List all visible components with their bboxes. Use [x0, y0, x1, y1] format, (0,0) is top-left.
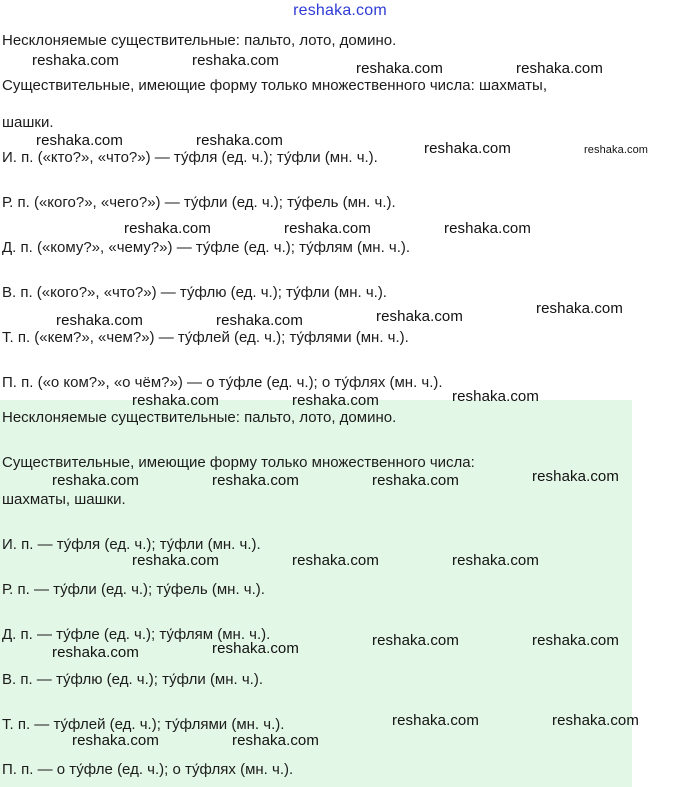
- watermark: reshaka.com: [372, 472, 459, 489]
- watermark: reshaka.com: [132, 552, 219, 569]
- watermark: reshaka.com: [56, 312, 143, 329]
- watermark: reshaka.com: [516, 60, 603, 77]
- watermark: reshaka.com: [356, 60, 443, 77]
- question-line-9: П. п. («о ком?», «о чём?») — о ту́фле (ед. ч.); о ту́флях (мн. ч.).: [2, 374, 443, 391]
- answer-line-2: Существительные, имеющие форму только множественного числа:: [2, 454, 475, 471]
- watermark: reshaka.com: [52, 472, 139, 489]
- watermark: reshaka.com: [292, 392, 379, 409]
- watermark: reshaka.com: [584, 144, 649, 156]
- question-line-7: В. п. («кого?», «что?») — ту́флю (ед. ч.); ту́фли (мн. ч.).: [2, 284, 387, 301]
- watermark: reshaka.com: [424, 140, 511, 157]
- watermark: reshaka.com: [196, 132, 283, 149]
- watermark: reshaka.com: [552, 712, 639, 729]
- watermark: reshaka.com: [52, 644, 139, 661]
- watermark: reshaka.com: [532, 632, 619, 649]
- watermark: reshaka.com: [124, 220, 211, 237]
- watermark: reshaka.com: [36, 132, 123, 149]
- question-line-3: шашки.: [2, 114, 54, 131]
- watermark: reshaka.com: [532, 468, 619, 485]
- watermark: reshaka.com: [376, 308, 463, 325]
- watermark: reshaka.com: [452, 388, 539, 405]
- answer-line-3: шахматы, шашки.: [2, 491, 126, 508]
- watermark: reshaka.com: [284, 220, 371, 237]
- watermark: reshaka.com: [192, 52, 279, 69]
- watermark: reshaka.com: [32, 52, 119, 69]
- question-line-5: Р. п. («кого?», «чего?») — ту́фли (ед. ч.); ту́фель (мн. ч.).: [2, 194, 396, 211]
- answer-line-9: П. п. — о ту́фле (ед. ч.); о ту́флях (мн. ч.).: [2, 761, 294, 778]
- watermark: reshaka.com: [392, 712, 479, 729]
- watermark: reshaka.com: [72, 732, 159, 749]
- watermark: reshaka.com: [452, 552, 539, 569]
- answer-line-7: В. п. — ту́флю (ед. ч.); ту́фли (мн. ч.).: [2, 671, 264, 688]
- answer-line-8: Т. п. — ту́флей (ед. ч.); ту́флями (мн. ч.).: [2, 716, 285, 733]
- watermark: reshaka.com: [216, 312, 303, 329]
- question-line-6: Д. п. («кому?», «чему?») — ту́фле (ед. ч.); ту́флям (мн. ч.).: [2, 239, 411, 256]
- watermark: reshaka.com: [132, 392, 219, 409]
- watermark: reshaka.com: [232, 732, 319, 749]
- question-line-4: И. п. («кто?», «что?») — ту́фля (ед. ч.); ту́фли (мн. ч.).: [2, 149, 378, 166]
- question-line-2: Существительные, имеющие форму только множественного числа: шахматы,: [2, 77, 547, 94]
- site-header-link[interactable]: reshaka.com: [293, 2, 387, 19]
- answer-line-1: Несклоняемые существительные: пальто, лото, домино.: [2, 409, 397, 426]
- answer-line-6: Д. п. — ту́фле (ед. ч.); ту́флям (мн. ч.).: [2, 626, 271, 643]
- watermark: reshaka.com: [292, 552, 379, 569]
- answer-line-5: Р. п. — ту́фли (ед. ч.); ту́фель (мн. ч.).: [2, 581, 265, 598]
- watermark: reshaka.com: [444, 220, 531, 237]
- watermark: reshaka.com: [212, 640, 299, 657]
- question-line-1: Несклоняемые существительные: пальто, лото, домино.: [2, 32, 397, 49]
- question-line-8: Т. п. («кем?», «чем?») — ту́флей (ед. ч.); ту́флями (мн. ч.).: [2, 329, 409, 346]
- watermark: reshaka.com: [212, 472, 299, 489]
- watermark: reshaka.com: [372, 632, 459, 649]
- watermark: reshaka.com: [536, 300, 623, 317]
- answer-line-4: И. п. — ту́фля (ед. ч.); ту́фли (мн. ч.).: [2, 536, 261, 553]
